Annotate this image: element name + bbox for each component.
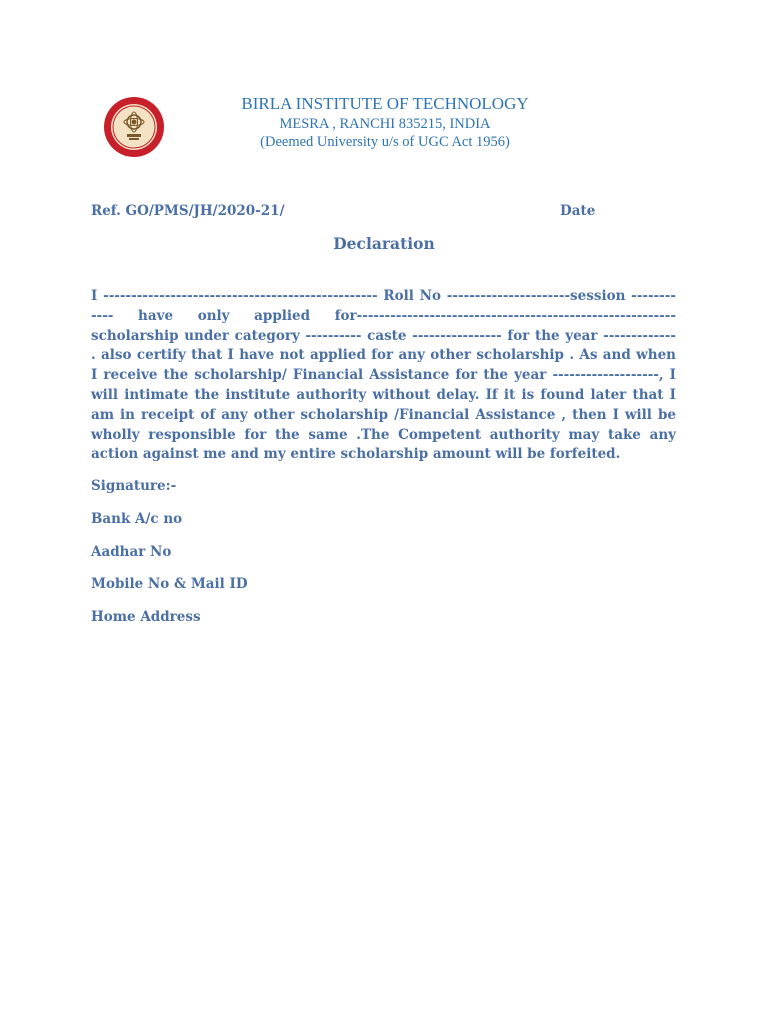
institute-logo [103,96,165,158]
document-title: Declaration [333,234,435,253]
declaration-paragraph: I ------------------------------------------------- Roll No ----------------------session ------------ have only applied for---------------------------------------------------------scholarship under category ---------- caste ---------------- for the year ------------- . also certify that I have not applied for any other scholarship . As and when I receive the scholarship/ Financial Assistance for the year -------------------, I will intimate the institute authority without delay. If it is found later that I am in receipt of any other scholarship /Financial Assistance , then I will be wholly responsible for the same .The Competent authority may take any action against me and my entire scholarship amount will be forfeited. [91,288,676,463]
deemed-university-note: (Deemed University u/s of UGC Act 1956) [260,134,510,150]
date-label: Date [560,203,596,219]
institute-name: BIRLA INSTITUTE OF TECHNOLOGY [241,94,529,113]
letterhead [200,93,570,151]
aadhar-field: Aadhar No [91,544,172,560]
reference-number: Ref. GO/PMS/JH/2020-21/ [91,203,285,219]
signature-field: Signature:- [91,478,177,494]
mobile-mail-field: Mobile No & Mail ID [91,576,248,592]
bank-account-field: Bank A/c no [91,511,183,527]
home-address-field: Home Address [91,609,201,625]
institute-address: MESRA , RANCHI 835215, INDIA [279,116,491,132]
